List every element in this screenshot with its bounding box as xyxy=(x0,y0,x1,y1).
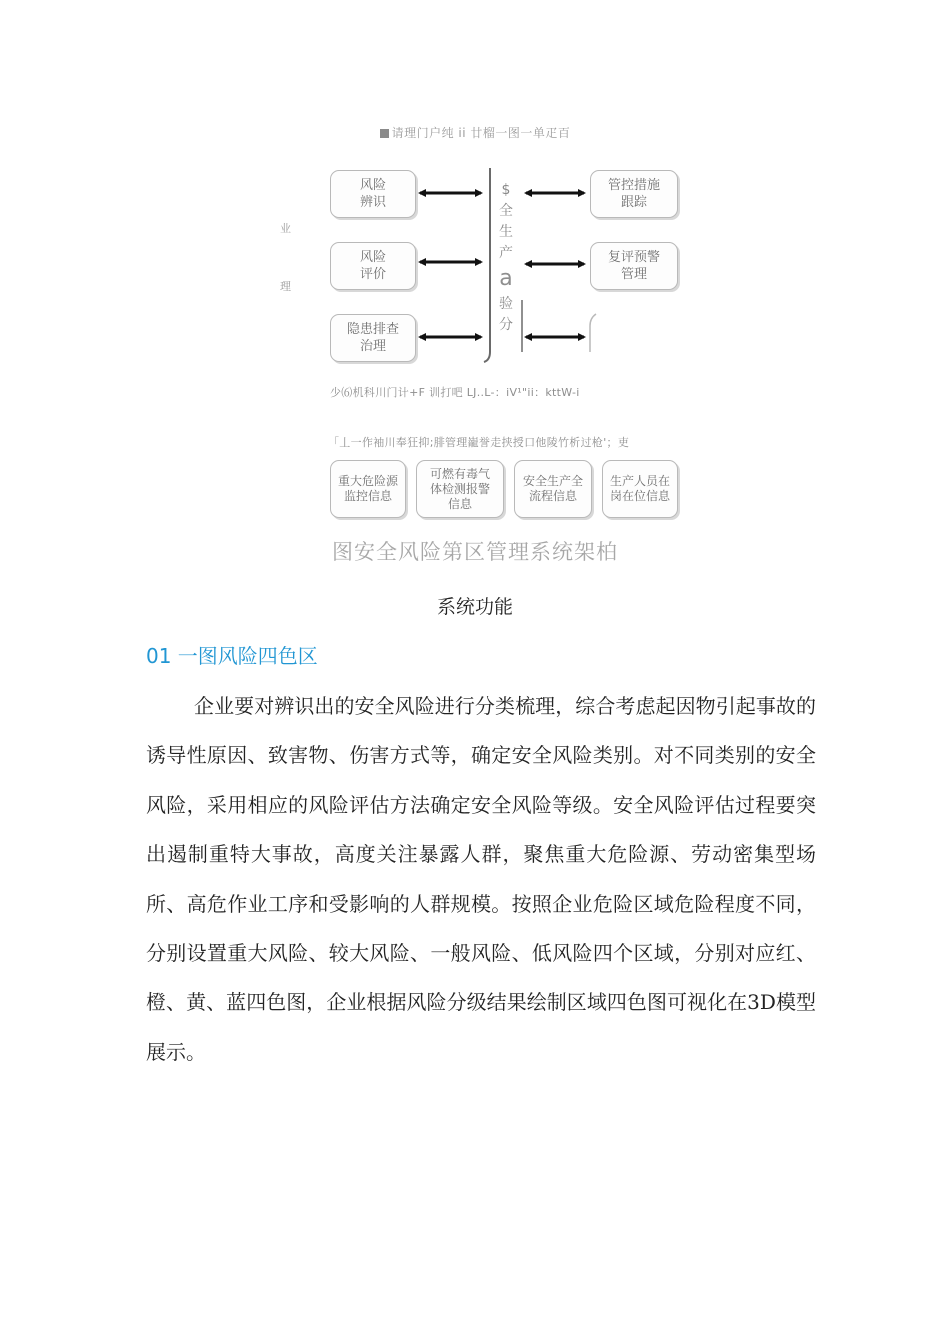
diagram-mid-caption: 少⑹机科川门计+F 训打吧 LJ..L-：iV¹"ii：kttW-i xyxy=(330,386,580,399)
sub-heading: 01 一图风险四色区 xyxy=(146,644,318,668)
box-personnel-position: 生产人员在 岗在位信息 xyxy=(602,460,678,518)
section-title: 系统功能 xyxy=(436,596,513,618)
bracket-left xyxy=(484,168,490,362)
box-production-flow: 安全生产全 流程信息 xyxy=(514,460,592,518)
box-control-tracking: 管控措施 跟踪 xyxy=(590,170,678,218)
vertical-center-text: $ 全 生 产 a 验 分 xyxy=(499,182,513,333)
box-major-hazard: 重大危险源 监控信息 xyxy=(330,460,406,518)
figure-caption: 图安全风险第区管理系统架柏 xyxy=(332,540,618,564)
box-risk-identification: 风险 辨识 xyxy=(330,170,416,218)
side-char-1: 业 xyxy=(280,222,291,235)
box-review-warning: 复评预警 管理 xyxy=(590,242,678,290)
body-paragraph: 企业要对辨识出的安全风险进行分类梳理，综合考虑起因物引起事故的诱导性原因、致害物、伤害方式等，确定安全风险类别。对不同类别的安全风险，采用相应的风险评估方法确定安全风险等级。安全风险评估过程要突出遏制重特大事故，高度关注暴露人群，聚焦重大危险源、劳动密集型场所、高危作业工序和受影响的人群规模。按照企业危险区域危险程度不同，分别设置重大风险、较大风险、一般风险、低风险四个区域，分别对应红、橙、黄、蓝四色图，企业根据风险分级结果绘制区域四色图可视化在3D模型展示。 xyxy=(146,694,816,1064)
partial-box-right xyxy=(590,314,596,352)
side-char-2: 理 xyxy=(280,280,291,293)
box-gas-detection: 可燃有毒气 体检测报警 信息 xyxy=(416,460,504,518)
box-risk-evaluation: 风险 评价 xyxy=(330,242,416,290)
diagram-arrows xyxy=(0,0,950,400)
diagram-top-caption: 请理门户纯 ii 廿榴一图一单疋百 xyxy=(0,124,950,141)
diagram-bottom-caption: 「丄一作袖川奉狂抑;腓管理巃誉走挟授口他陵竹析过枪'；吏 xyxy=(328,436,630,449)
box-hazard-treatment: 隐患排查 治理 xyxy=(330,314,416,362)
